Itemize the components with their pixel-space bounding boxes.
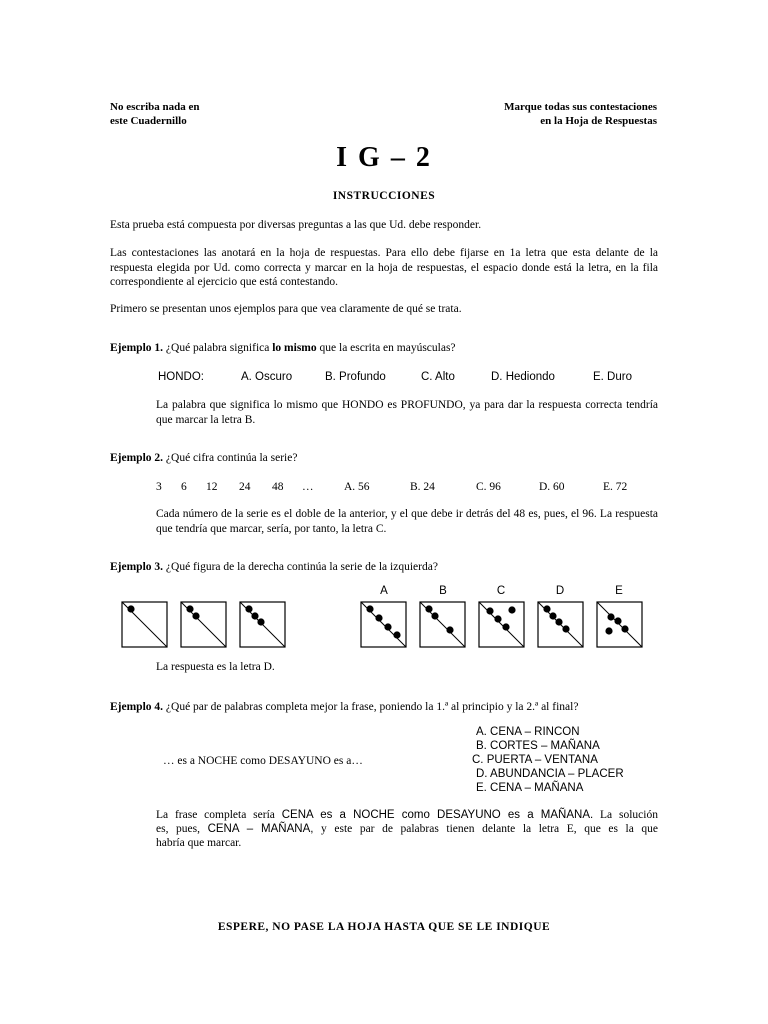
option-figure-c — [479, 602, 524, 647]
example-4-phrase: … es a NOCHE como DESAYUNO es a… — [163, 755, 363, 767]
option-figure-d — [538, 602, 583, 647]
example-4-question — [110, 700, 578, 715]
example-4-label: Ejemplo 4. — [110, 701, 164, 713]
example-3-question — [110, 560, 438, 575]
example-4-option-e: E. CENA – MAÑANA — [476, 782, 584, 794]
option-figure-b — [420, 602, 465, 647]
example-2-option-d: D. 60 — [539, 481, 565, 493]
example-1-option-d: D. Hediondo — [491, 371, 555, 383]
example-2-question-text: ¿Qué cifra continúa la serie? — [165, 452, 298, 464]
instructions-heading: INSTRUCCIONES — [332, 190, 436, 202]
example-4-explanation-l2a: es, pues, — [156, 823, 208, 835]
example-4-option-b: B. CORTES – MAÑANA — [476, 740, 600, 752]
series-figure-2 — [181, 602, 226, 647]
figure-label-a: A — [380, 585, 388, 597]
example-4-explanation-line-1 — [156, 808, 658, 823]
intro-paragraph-3: Primero se presentan unos ejemplos para que vea claramente de qué se trata. — [110, 303, 462, 315]
header-left-line1: No escriba nada en — [110, 101, 200, 113]
option-figure-a — [361, 602, 406, 647]
example-2-option-c: C. 96 — [476, 481, 501, 493]
example-2-label: Ejemplo 2. — [110, 452, 164, 464]
example-1-explanation: La palabra que significa lo mismo que HONDO es PROFUNDO, ya para dar la respuesta correcta tendría que marcar la letra B. — [156, 399, 658, 426]
example-1-option-e: E. Duro — [593, 371, 632, 383]
example-1-option-b: B. Profundo — [325, 371, 386, 383]
example-1-question — [110, 341, 456, 356]
option-figure-e — [597, 602, 642, 647]
example-3-label: Ejemplo 3. — [110, 561, 164, 573]
figure-label-b: B — [439, 585, 447, 597]
example-3-question-text: ¿Qué figura de la derecha continúa la serie de la izquierda? — [165, 561, 438, 573]
figure-label-d: D — [555, 585, 565, 597]
example-2-series-5: 48 — [272, 481, 284, 493]
example-2-series-3: 12 — [206, 481, 218, 493]
example-3-answer: La respuesta es la letra D. — [156, 661, 275, 673]
example-4-explanation-l1c: La solución — [593, 809, 658, 821]
series-figure-3 — [240, 602, 285, 647]
example-4-explanation-line-3: habría que marcar. — [156, 837, 242, 849]
footer-warning: ESPERE, NO PASE LA HOJA HASTA QUE SE LE INDIQUE — [217, 921, 551, 933]
example-2-explanation: Cada número de la serie es el doble de la anterior, y el que debe ir detrás del 48 es, pues, el 96. La respuesta que tendría que marcar, sería, por tanto, la letra C. — [156, 508, 658, 535]
example-4-option-a: A. CENA – RINCON — [476, 726, 580, 738]
page-title: I G – 2 — [336, 142, 432, 173]
example-4-explanation-line-2 — [156, 822, 658, 837]
example-4-question-text: ¿Qué par de palabras completa mejor la frase, poniendo la 1.ª al principio y la 2.ª al final? — [165, 701, 579, 713]
example-3-figures — [120, 600, 656, 650]
intro-paragraph-1: Esta prueba está compuesta por diversas preguntas a las que Ud. debe responder. — [110, 219, 482, 231]
example-1-word: HONDO: — [158, 371, 204, 383]
example-2-option-e: E. 72 — [603, 481, 628, 493]
example-1-option-a: A. Oscuro — [241, 371, 293, 383]
example-4-option-c: C. PUERTA – VENTANA — [472, 754, 598, 766]
example-2-series-1: 3 — [156, 481, 162, 493]
example-4-explanation-l2b: CENA – MAÑANA, — [207, 823, 314, 835]
example-1-question-after: que la escrita en mayúsculas? — [316, 342, 456, 354]
example-2-series-ellipsis: … — [302, 481, 314, 493]
example-2-option-a: A. 56 — [344, 481, 370, 493]
example-2-option-b: B. 24 — [410, 481, 435, 493]
example-4-explanation-l1b: CENA es a NOCHE como DESAYUNO es a MAÑANA. — [281, 809, 594, 821]
example-4-option-d: D. ABUNDANCIA – PLACER — [476, 768, 624, 780]
header-right-line2: en la Hoja de Respuestas — [540, 115, 657, 127]
example-1-question-before: ¿Qué palabra significa — [165, 342, 273, 354]
header-left-line2: este Cuadernillo — [110, 115, 187, 127]
example-2-series-2: 6 — [181, 481, 187, 493]
example-2-question — [110, 451, 297, 466]
intro-paragraph-2: Las contestaciones las anotará en la hoja de respuestas. Para ello debe fijarse en 1a letra que esta delante de la respuesta elegida por Ud. como correcta y marcar en la hoja de respuestas, el espacio donde está la letra, en la fila correspondiente al ejercicio que está contestando. — [110, 247, 658, 288]
figure-label-c: C — [496, 585, 506, 597]
example-4-explanation-l1a: La frase completa sería — [156, 809, 282, 821]
series-figure-1 — [122, 602, 167, 647]
example-1-option-c: C. Alto — [421, 371, 455, 383]
example-4-explanation-l2c: y este par de palabras tienen delante la letra E, que es la que — [313, 823, 658, 835]
figure-label-e: E — [615, 585, 623, 597]
example-1-question-bold: lo mismo — [272, 342, 317, 354]
example-2-series-4: 24 — [239, 481, 251, 493]
example-1-label: Ejemplo 1. — [110, 342, 164, 354]
header-right-line1: Marque todas sus contestaciones — [504, 101, 657, 113]
